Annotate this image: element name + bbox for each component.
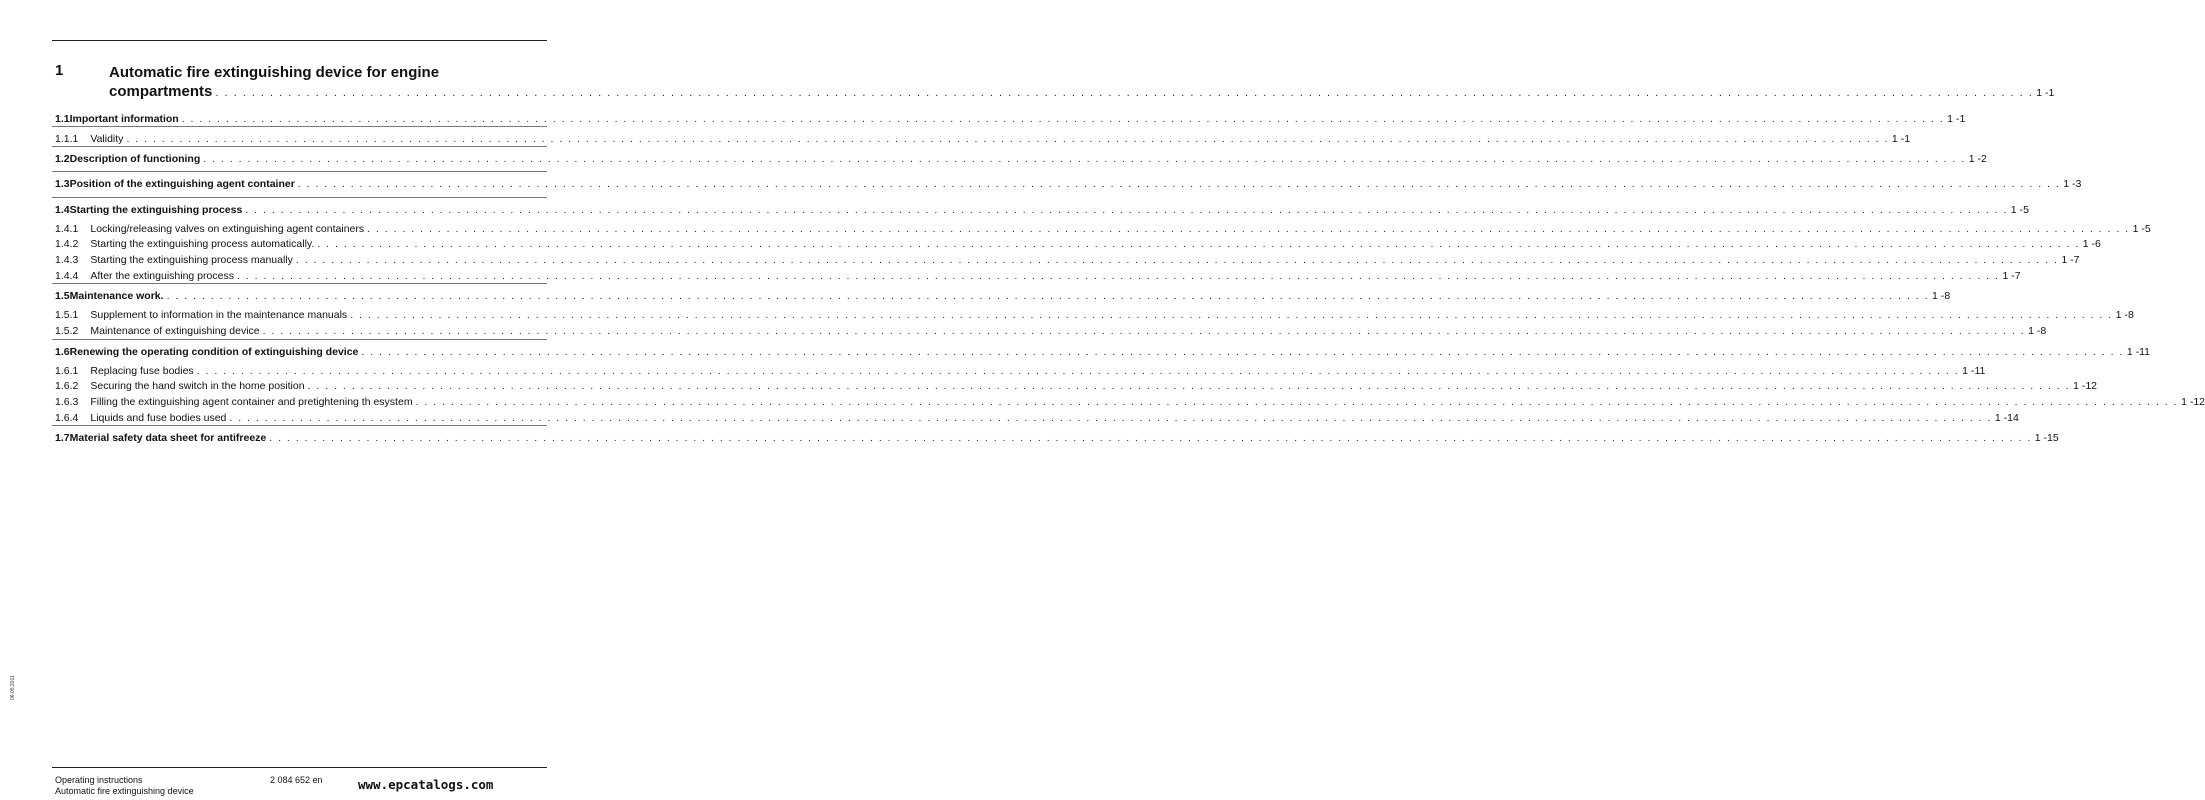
leader-dots: . . . . . . . . . . . . . . . . . . . . . . . . . . . . . . . . . . . . . . . . . . . . . . . . . . . . . . . . . . . . . . . . . . . . . . . . . . . . . . . . . . . . . . . . . . . . . . . . . . . . . . . . . . . . . . . . . . . . . . . . . . . . . . . . . . . . . . . . . . . . . . . . . . . . . . . . . . . . . . . . . . . . . . . . . . . . . . . . . . . . . . . . . . . . . . . . . . . . . . . . xyxy=(196,365,1960,377)
section-separator xyxy=(52,339,547,340)
page-prefix: 1 - xyxy=(1994,412,2008,424)
toc-entry[interactable] xyxy=(55,238,2101,252)
page-number: 8 xyxy=(2040,325,2047,337)
page-prefix: 1 - xyxy=(2036,87,2049,99)
section-separator xyxy=(52,171,547,172)
chapter-title-line2[interactable] xyxy=(109,83,2055,104)
leader-dots: . . . . . . . . . . . . . . . . . . . . . . . . . . . . . . . . . . . . . . . . . . . . . . . . . . . . . . . . . . . . . . . . . . . . . . . . . . . . . . . . . . . . . . . . . . . . . . . . . . . . . . . . . . . . . . . . . . . . . . . . . . . . . . . . . . . . . . . . . . . . . . . . . . . . . . . . . . . . . . . . . . . . . . . . . . . . . . . . . . . . . . . . . . . . . . . . . . . . . . . . xyxy=(269,432,2032,444)
toc-entry[interactable] xyxy=(55,346,2151,360)
toc-entry[interactable] xyxy=(55,290,1951,304)
toc-entry[interactable] xyxy=(55,325,2047,339)
leader-dots: . . . . . . . . . . . . . . . . . . . . . . . . . . . . . . . . . . . . . . . . . . . . . . . . . . . . . . . . . . . . . . . . . . . . . . . . . . . . . . . . . . . . . . . . . . . . . . . . . . . . . . . . . . . . . . . . . . . . . . . . . . . . . . . . . . . . . . . . . . . . . . . . . . . . . . . . . . . . . . . . . . . . . . . . . . . . . . . . . . . . . . . . . . . . . . . . . . . . . . . . xyxy=(126,133,1889,145)
section-title: Starting the extinguishing process automatically. xyxy=(90,238,315,250)
page-prefix: 1 - xyxy=(2073,380,2086,392)
page-number: 1 xyxy=(2048,87,2055,99)
footer-doc-subject: Automatic fire extinguishing device xyxy=(55,786,194,796)
leader-dots: . . . . . . . . . . . . . . . . . . . . . . . . . . . . . . . . . . . . . . . . . . . . . . . . . . . . . . . . . . . . . . . . . . . . . . . . . . . . . . . . . . . . . . . . . . . . . . . . . . . . . . . . . . . . . . . . . . . . . . . . . . . . . . . . . . . . . . . . . . . . . . . . . . . . . . . . . . . . . . . . . . . . . . . . . . . . . . . . . . . . . . . . . . . . . . . . . . . . . . . . xyxy=(361,346,2124,358)
section-title: After the extinguishing process xyxy=(90,270,234,282)
leader-dots: . . . . . . . . . . . . . . . . . . . . . . . . . . . . . . . . . . . . . . . . . . . . . . . . . . . . . . . . . . . . . . . . . . . . . . . . . . . . . . . . . . . . . . . . . . . . . . . . . . . . . . . . . . . . . . . . . . . . . . . . . . . . . . . . . . . . . . . . . . . . . . . . . . . . . . . . . . . . . . . . . . . . . . . . . . . . . . . . . . . . . . . . . . . . . . . . . . . . . . . . xyxy=(307,380,2071,392)
page-number: 7 xyxy=(2073,254,2080,266)
section-number: 1.4.2 xyxy=(55,238,79,250)
section-title: Material safety data sheet for antifreeze xyxy=(69,432,267,444)
bottom-rule xyxy=(52,767,547,768)
page-prefix: 1 - xyxy=(1932,290,1945,302)
section-number: 1.2 xyxy=(55,153,70,165)
page-number: 12 xyxy=(2085,380,2098,392)
page-prefix: 1 - xyxy=(1962,365,1975,377)
section-title: Liquids and fuse bodies used xyxy=(90,412,227,424)
leader-dots: . . . . . . . . . . . . . . . . . . . . . . . . . . . . . . . . . . . . . . . . . . . . . . . . . . . . . . . . . . . . . . . . . . . . . . . . . . . . . . . . . . . . . . . . . . . . . . . . . . . . . . . . . . . . . . . . . . . . . . . . . . . . . . . . . . . . . . . . . . . . . . . . . . . . . . . . . . . . . . . . . . . . . . . . . . . . . . . . . . . . . . . . . . . . . . . . . . . . . . . . xyxy=(166,290,1930,302)
page-prefix: 1 - xyxy=(2034,432,2048,444)
leader-dots: . . . . . . . . . . . . . . . . . . . . . . . . . . . . . . . . . . . . . . . . . . . . . . . . . . . . . . . . . . . . . . . . . . . . . . . . . . . . . . . . . . . . . . . . . . . . . . . . . . . . . . . . . . . . . . . . . . . . . . . . . . . . . . . . . . . . . . . . . . . . . . . . . . . . . . . . . . . . . . . . . . . . . . . . . . . . . . . . . . . . . . . . . . . . . . . . . . . . . . . . xyxy=(317,238,2080,250)
section-title: Renewing the operating condition of extinguishing device xyxy=(69,346,359,358)
page-number: 2 xyxy=(1981,153,1987,165)
page-prefix: 1 - xyxy=(1891,133,1905,145)
page-number: 15 xyxy=(2047,432,2059,444)
section-number: 1.6.2 xyxy=(55,380,79,392)
section-title: Filling the extinguishing agent container and pretightening th esystem xyxy=(90,396,413,408)
section-title: Starting the extinguishing process xyxy=(69,204,243,216)
leader-dots: . . . . . . . . . . . . . . . . . . . . . . . . . . . . . . . . . . . . . . . . . . . . . . . . . . . . . . . . . . . . . . . . . . . . . . . . . . . . . . . . . . . . . . . . . . . . . . . . . . . . . . . . . . . . . . . . . . . . . . . . . . . . . . . . . . . . . . . . . . . . . . . . . . . . . . . . . . . . . . . . . . . . . . . . . . . . . . . . . . . . . . . . . . . . . . . . . . . . . . . . xyxy=(297,178,2061,190)
page-prefix: 1 - xyxy=(2115,309,2128,321)
page-number: 1 xyxy=(1959,113,1966,125)
leader-dots: . . . . . . . . . . . . . . . . . . . . . . . . . . . . . . . . . . . . . . . . . . . . . . . . . . . . . . . . . . . . . . . . . . . . . . . . . . . . . . . . . . . . . . . . . . . . . . . . . . . . . . . . . . . . . . . . . . . . . . . . . . . . . . . . . . . . . . . . . . . . . . . . . . . . . . . . . . . . . . . . . . . . . . . . . . . . . . . . . . . . . . . . . . . . . . . . . . . . . . . . xyxy=(245,204,2008,216)
footer-left xyxy=(55,775,194,797)
page-number: 8 xyxy=(2127,309,2134,321)
toc-entry[interactable] xyxy=(55,153,1987,167)
page-prefix: 1 - xyxy=(2126,346,2140,358)
toc-entry[interactable] xyxy=(55,432,2059,446)
section-title: Replacing fuse bodies xyxy=(90,365,194,377)
leader-dots: . . . . . . . . . . . . . . . . . . . . . . . . . . . . . . . . . . . . . . . . . . . . . . . . . . . . . . . . . . . . . . . . . . . . . . . . . . . . . . . . . . . . . . . . . . . . . . . . . . . . . . . . . . . . . . . . . . . . . . . . . . . . . . . . . . . . . . . . . . . . . . . . . . . . . . . . . . . . . . . . . . . . . . . . . . . . . . . . . . . . . . . . . . . . . . . . . . . . . . . . xyxy=(367,223,2130,235)
footer-watermark: www.epcatalogs.com xyxy=(358,777,494,792)
page-number: 7 xyxy=(2014,270,2021,282)
section-title: Starting the extinguishing process manually xyxy=(90,254,293,266)
section-title: Position of the extinguishing agent container xyxy=(69,178,295,190)
toc-entry[interactable] xyxy=(55,204,2029,218)
page-prefix: 1 - xyxy=(2181,396,2194,408)
toc-entry[interactable] xyxy=(55,270,2021,284)
page-number: 3 xyxy=(2075,178,2082,190)
section-number: 1.1.1 xyxy=(55,133,79,145)
section-number: 1.6.4 xyxy=(55,412,79,424)
page-prefix: 1 - xyxy=(2063,178,2076,190)
chapter-title-continued: compartments xyxy=(109,83,213,100)
section-number: 1.4.4 xyxy=(55,270,79,282)
section-number: 1.4.3 xyxy=(55,254,79,266)
section-title: Important information xyxy=(69,113,179,125)
page-number: 8 xyxy=(1944,290,1951,302)
section-number: 1.5 xyxy=(55,290,70,302)
toc-entry[interactable] xyxy=(55,133,1911,147)
page-number: 14 xyxy=(2007,412,2019,424)
page-number: 1 xyxy=(1904,133,1911,145)
section-number: 1.5.2 xyxy=(55,325,79,337)
section-title: Locking/releasing valves on extinguishing agent containers xyxy=(90,223,365,235)
page-prefix: 1 - xyxy=(1947,113,1960,125)
page-prefix: 1 - xyxy=(2028,325,2041,337)
section-number: 1.7 xyxy=(55,432,70,444)
toc-entry[interactable] xyxy=(55,178,2082,192)
page-prefix: 1 - xyxy=(2082,238,2096,250)
page-number: 11 xyxy=(2139,346,2151,358)
toc-entry[interactable] xyxy=(55,223,2151,237)
leader-dots: . . . . . . . . . . . . . . . . . . . . . . . . . . . . . . . . . . . . . . . . . . . . . . . . . . . . . . . . . . . . . . . . . . . . . . . . . . . . . . . . . . . . . . . . . . . . . . . . . . . . . . . . . . . . . . . . . . . . . . . . . . . . . . . . . . . . . . . . . . . . . . . . . . . . . . . . . . . . . . . . . . . . . . . . . . . . . . . . . . . . . . . . . . . . . . . . . . . . . . . . xyxy=(215,87,2034,99)
section-title: Maintenance work. xyxy=(69,290,164,302)
section-number: 1.4.1 xyxy=(55,223,79,235)
toc-entry[interactable] xyxy=(55,396,2205,410)
leader-dots: . . . . . . . . . . . . . . . . . . . . . . . . . . . . . . . . . . . . . . . . . . . . . . . . . . . . . . . . . . . . . . . . . . . . . . . . . . . . . . . . . . . . . . . . . . . . . . . . . . . . . . . . . . . . . . . . . . . . . . . . . . . . . . . . . . . . . . . . . . . . . . . . . . . . . . . . . . . . . . . . . . . . . . . . . . . . . . . . . . . . . . . . . . . . . . . . . . . . . . . . xyxy=(262,325,2026,337)
page-number: 11 xyxy=(1974,365,1986,377)
leader-dots: . . . . . . . . . . . . . . . . . . . . . . . . . . . . . . . . . . . . . . . . . . . . . . . . . . . . . . . . . . . . . . . . . . . . . . . . . . . . . . . . . . . . . . . . . . . . . . . . . . . . . . . . . . . . . . . . . . . . . . . . . . . . . . . . . . . . . . . . . . . . . . . . . . . . . . . . . . . . . . . . . . . . . . . . . . . . . . . . . . . . . . . . . . . . . . . . . . . . . . . . xyxy=(295,254,2059,266)
leader-dots: . . . . . . . . . . . . . . . . . . . . . . . . . . . . . . . . . . . . . . . . . . . . . . . . . . . . . . . . . . . . . . . . . . . . . . . . . . . . . . . . . . . . . . . . . . . . . . . . . . . . . . . . . . . . . . . . . . . . . . . . . . . . . . . . . . . . . . . . . . . . . . . . . . . . . . . . . . . . . . . . . . . . . . . . . . . . . . . . . . . . . . . . . . . . . . . . . . . . . . . . xyxy=(181,113,1945,125)
section-title: Supplement to information in the maintenance manuals xyxy=(90,309,348,321)
chapter-title: Automatic fire extinguishing device for engine xyxy=(109,64,440,81)
section-title: Maintenance of extinguishing device xyxy=(90,325,260,337)
page-prefix: 1 - xyxy=(2002,270,2015,282)
section-number: 1.5.1 xyxy=(55,309,79,321)
page-prefix: 1 - xyxy=(2061,254,2074,266)
leader-dots: . . . . . . . . . . . . . . . . . . . . . . . . . . . . . . . . . . . . . . . . . . . . . . . . . . . . . . . . . . . . . . . . . . . . . . . . . . . . . . . . . . . . . . . . . . . . . . . . . . . . . . . . . . . . . . . . . . . . . . . . . . . . . . . . . . . . . . . . . . . . . . . . . . . . . . . . . . . . . . . . . . . . . . . . . . . . . . . . . . . . . . . . . . . . . . . . . . . . . . . . xyxy=(236,270,2000,282)
top-rule xyxy=(52,40,547,41)
footer-doc-type: Operating instructions xyxy=(55,775,143,785)
section-number: 1.6 xyxy=(55,346,70,358)
section-title: Validity xyxy=(90,133,124,145)
leader-dots: . . . . . . . . . . . . . . . . . . . . . . . . . . . . . . . . . . . . . . . . . . . . . . . . . . . . . . . . . . . . . . . . . . . . . . . . . . . . . . . . . . . . . . . . . . . . . . . . . . . . . . . . . . . . . . . . . . . . . . . . . . . . . . . . . . . . . . . . . . . . . . . . . . . . . . . . . . . . . . . . . . . . . . . . . . . . . . . . . . . . . . . . . . . . . . . . . . . . . . . . xyxy=(350,309,2113,321)
side-date: 06.05.2011 xyxy=(10,675,16,700)
page-prefix: 1 - xyxy=(2132,223,2145,235)
leader-dots: . . . . . . . . . . . . . . . . . . . . . . . . . . . . . . . . . . . . . . . . . . . . . . . . . . . . . . . . . . . . . . . . . . . . . . . . . . . . . . . . . . . . . . . . . . . . . . . . . . . . . . . . . . . . . . . . . . . . . . . . . . . . . . . . . . . . . . . . . . . . . . . . . . . . . . . . . . . . . . . . . . . . . . . . . . . . . . . . . . . . . . . . . . . . . . . . . . . . . . . . xyxy=(415,396,2179,408)
toc-entry[interactable] xyxy=(55,412,2019,426)
section-number: 1.3 xyxy=(55,178,70,190)
page-number: 5 xyxy=(2144,223,2151,235)
section-number: 1.6.3 xyxy=(55,396,79,408)
section-title: Description of functioning xyxy=(69,153,201,165)
toc-entry[interactable] xyxy=(55,309,2134,323)
section-separator xyxy=(52,197,547,198)
page-number: 5 xyxy=(2023,204,2029,216)
section-number: 1.4 xyxy=(55,204,70,216)
footer-doc-number: 2 084 652 en xyxy=(270,775,323,785)
toc-entry[interactable] xyxy=(55,365,1986,379)
section-title: Securing the hand switch in the home position xyxy=(90,380,305,392)
chapter-number: 1 xyxy=(55,62,64,79)
section-number: 1.6.1 xyxy=(55,365,79,377)
page-prefix: 1 - xyxy=(1968,153,1982,165)
toc-entry[interactable] xyxy=(55,254,2080,268)
toc-entry[interactable] xyxy=(55,380,2098,394)
page-number: 6 xyxy=(2095,238,2101,250)
page-prefix: 1 - xyxy=(2010,204,2024,216)
leader-dots: . . . . . . . . . . . . . . . . . . . . . . . . . . . . . . . . . . . . . . . . . . . . . . . . . . . . . . . . . . . . . . . . . . . . . . . . . . . . . . . . . . . . . . . . . . . . . . . . . . . . . . . . . . . . . . . . . . . . . . . . . . . . . . . . . . . . . . . . . . . . . . . . . . . . . . . . . . . . . . . . . . . . . . . . . . . . . . . . . . . . . . . . . . . . . . . . . . . . . . . . xyxy=(203,153,1966,165)
section-number: 1.1 xyxy=(55,113,70,125)
leader-dots: . . . . . . . . . . . . . . . . . . . . . . . . . . . . . . . . . . . . . . . . . . . . . . . . . . . . . . . . . . . . . . . . . . . . . . . . . . . . . . . . . . . . . . . . . . . . . . . . . . . . . . . . . . . . . . . . . . . . . . . . . . . . . . . . . . . . . . . . . . . . . . . . . . . . . . . . . . . . . . . . . . . . . . . . . . . . . . . . . . . . . . . . . . . . . . . . . . . . . . . . xyxy=(229,412,1992,424)
toc-entry[interactable] xyxy=(55,113,1966,127)
page-number: 12 xyxy=(2193,396,2205,408)
